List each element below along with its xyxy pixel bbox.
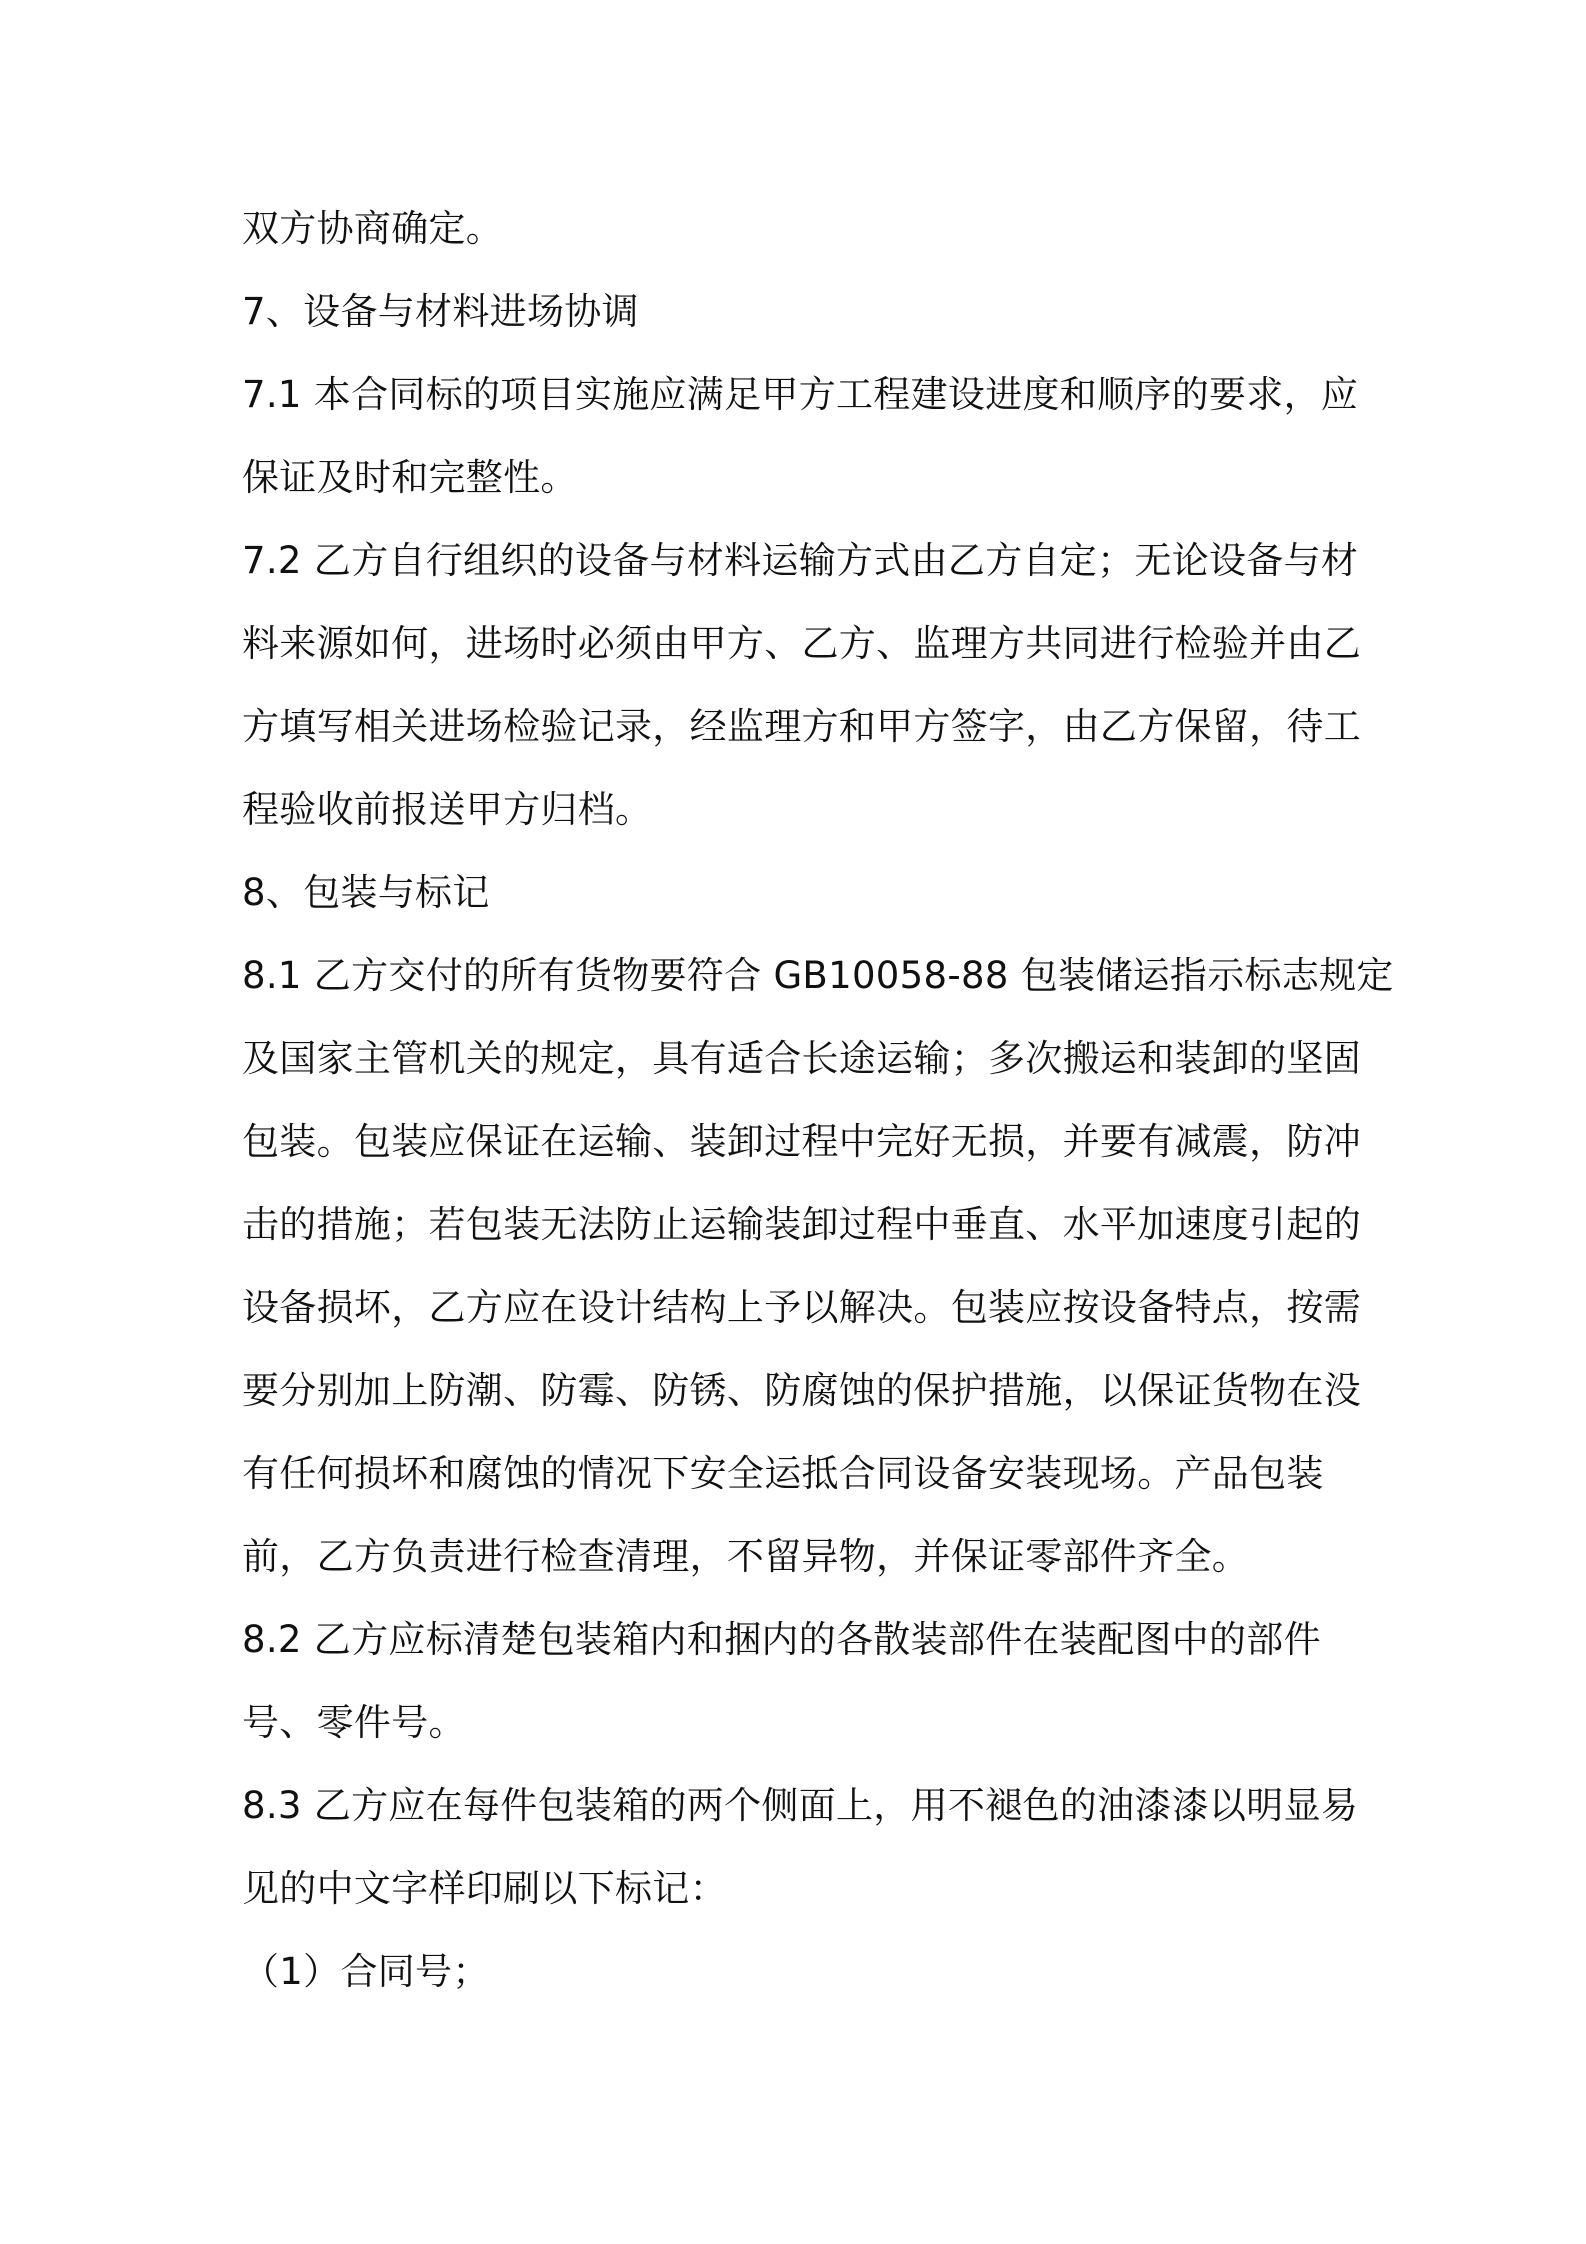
text-line: 方填写相关进场检验记录，经监理方和甲方签字，由乙方保留，待工 — [242, 705, 1361, 748]
section-heading: 7、设备与材料进场协调 — [242, 290, 639, 333]
text-line: 号、零件号。 — [242, 1701, 466, 1744]
text-line: 要分别加上防潮、防霉、防锈、防腐蚀的保护措施，以保证货物在没 — [242, 1369, 1361, 1412]
text-line: 8.1 乙方交付的所有货物要符合 GB10058-88 包装储运指示标志规定 — [242, 954, 1394, 997]
text-line: 及国家主管机关的规定，具有适合长途运输；多次搬运和装卸的坚固 — [242, 1037, 1361, 1080]
text-line: 前，乙方负责进行检查清理，不留异物，并保证零部件齐全。 — [242, 1535, 1250, 1578]
text-line: 8.2 乙方应标清楚包装箱内和捆内的各散装部件在装配图中的部件 — [242, 1618, 1321, 1661]
section-heading: 8、包装与标记 — [242, 871, 490, 914]
text-line: 7.1 本合同标的项目实施应满足甲方工程建设进度和顺序的要求，应 — [242, 373, 1359, 416]
text-line: 7.2 乙方自行组织的设备与材料运输方式由乙方自定；无论设备与材 — [242, 539, 1359, 582]
text-line: 双方协商确定。 — [242, 207, 504, 250]
text-line: 保证及时和完整性。 — [242, 456, 578, 499]
text-line: 包装。包装应保证在运输、装卸过程中完好无损，并要有减震，防冲 — [242, 1120, 1361, 1163]
list-item: （1）合同号； — [242, 1950, 490, 1993]
text-line: 程验收前报送甲方归档。 — [242, 788, 653, 831]
text-line: 击的措施；若包装无法防止运输装卸过程中垂直、水平加速度引起的 — [242, 1203, 1361, 1246]
text-line: 设备损坏，乙方应在设计结构上予以解决。包装应按设备特点，按需 — [242, 1286, 1361, 1329]
text-line: 8.3 乙方应在每件包装箱的两个侧面上，用不褪色的油漆漆以明显易 — [242, 1784, 1359, 1827]
text-line: 见的中文字样印刷以下标记： — [242, 1867, 727, 1910]
text-line: 有任何损坏和腐蚀的情况下安全运抵合同设备安装现场。产品包装 — [242, 1452, 1324, 1495]
text-line: 料来源如何，进场时必须由甲方、乙方、监理方共同进行检验并由乙 — [242, 622, 1361, 665]
